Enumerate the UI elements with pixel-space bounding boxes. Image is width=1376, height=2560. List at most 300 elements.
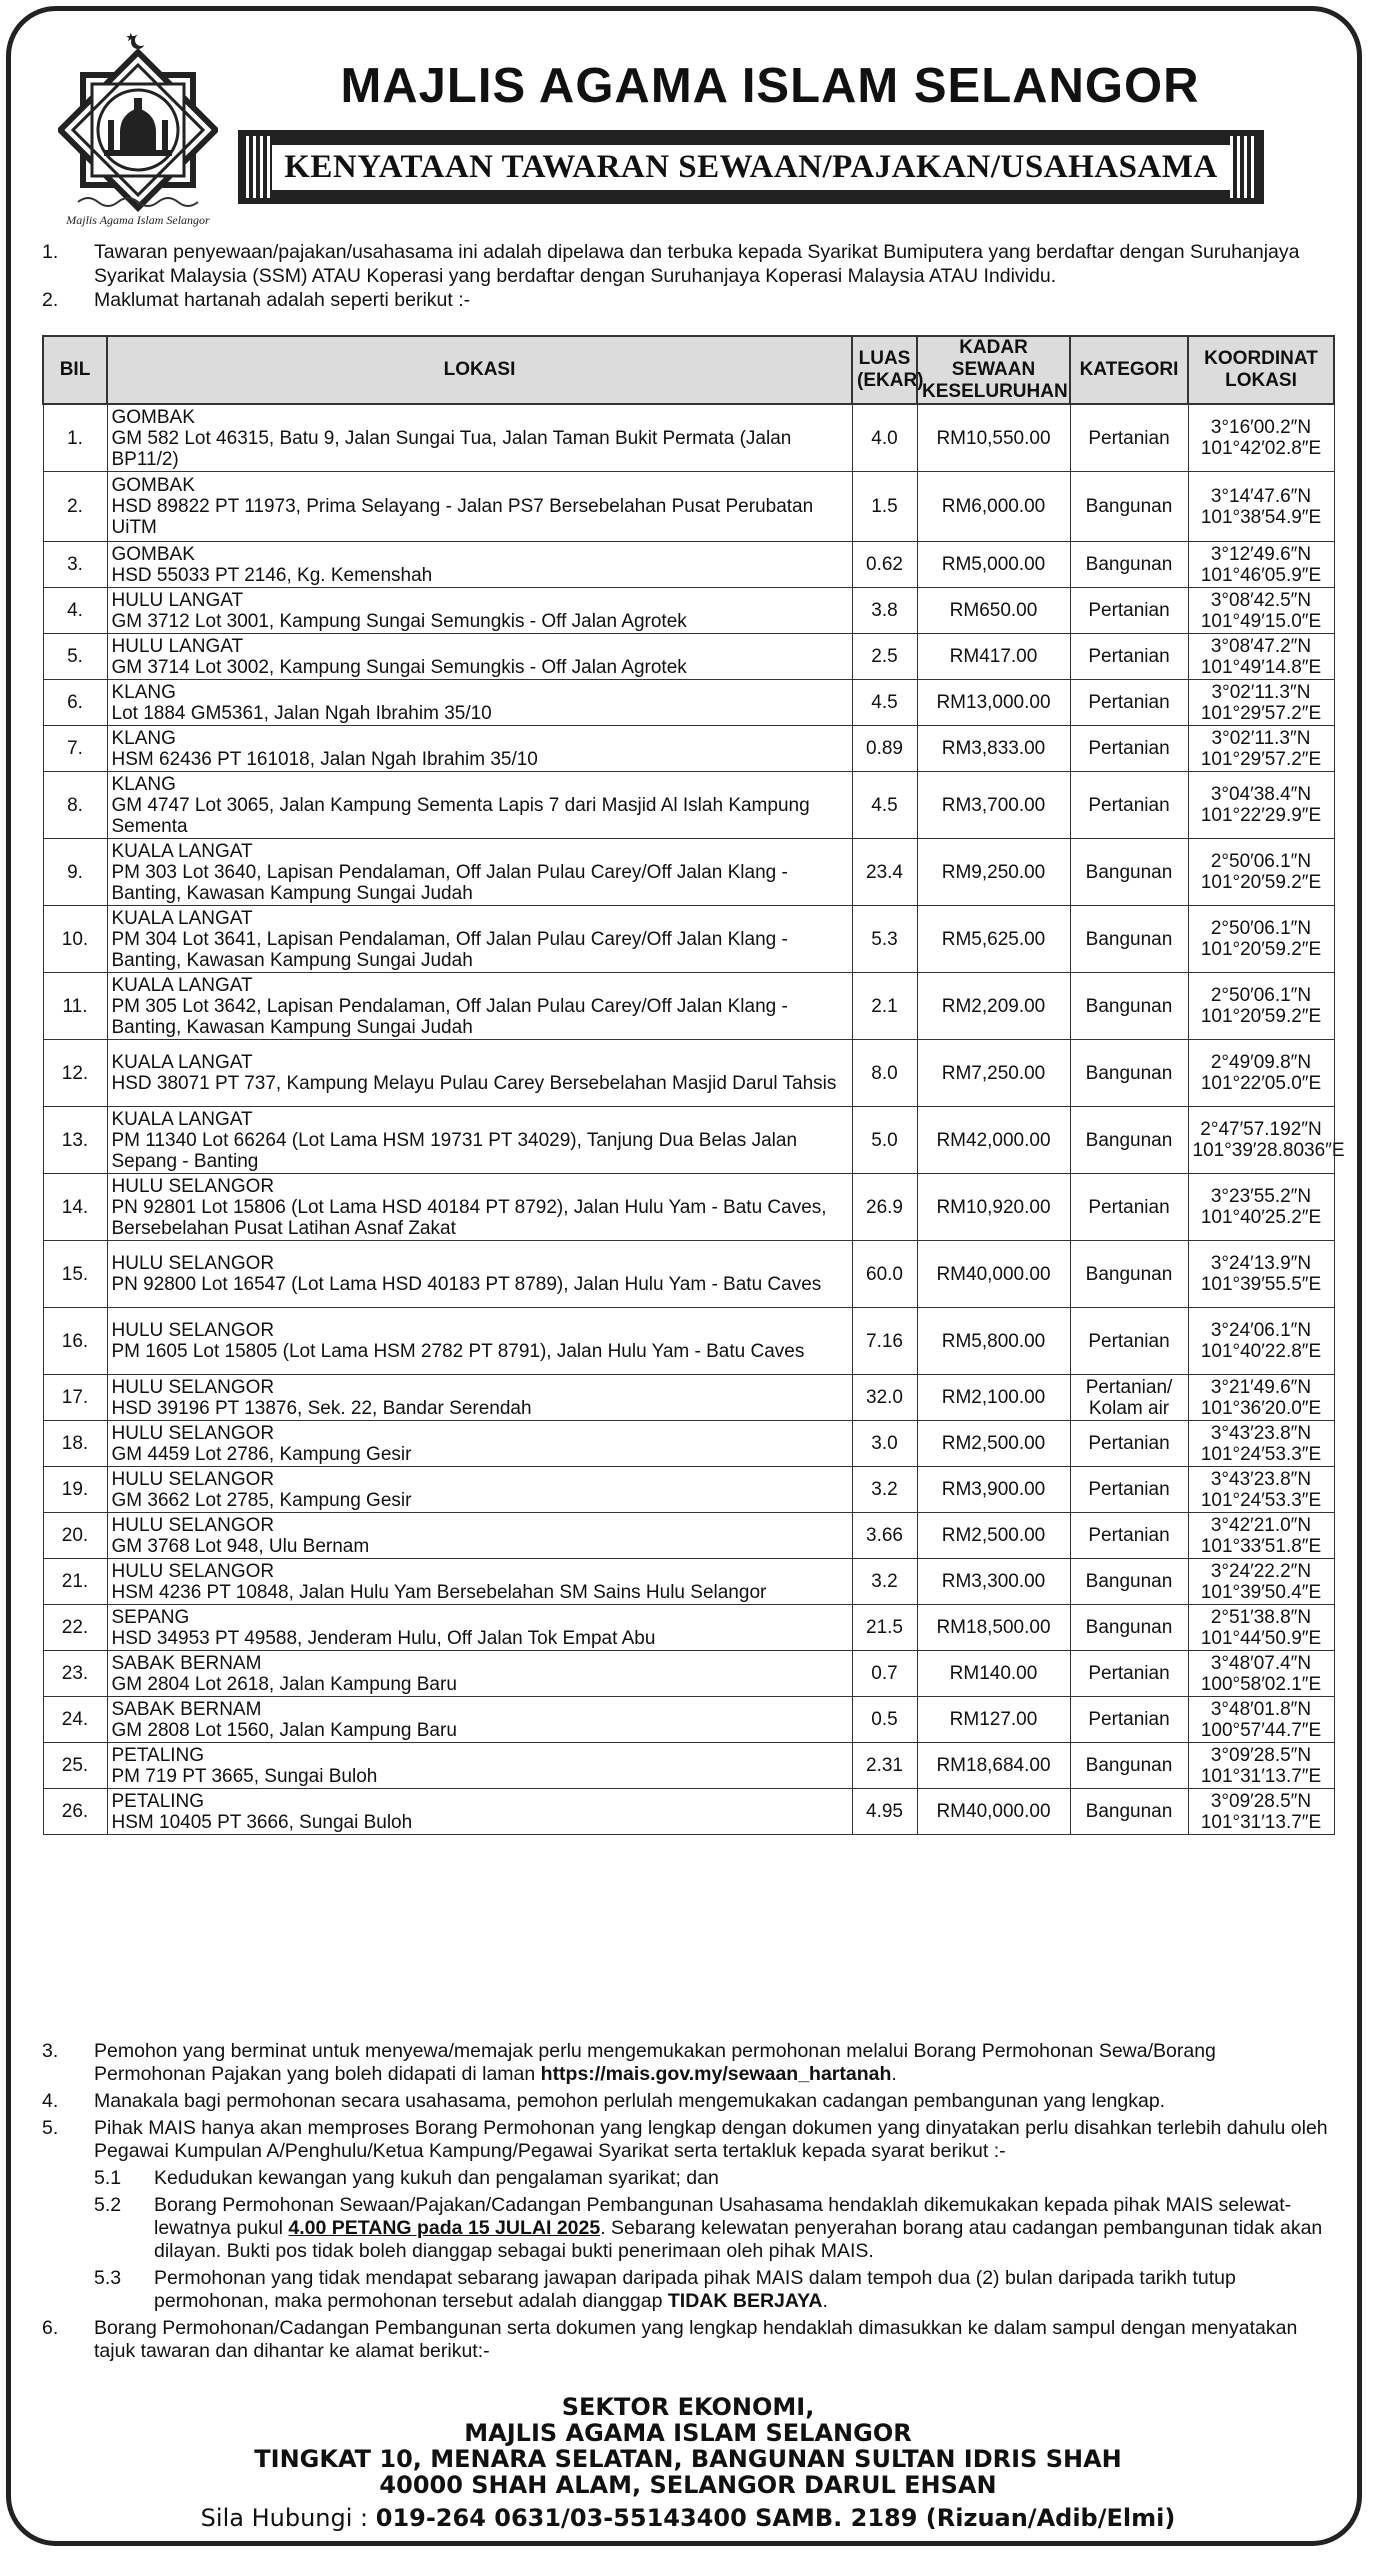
cell-kadar: RM140.00 [917,1651,1070,1697]
cell-latitude: 3°12′49.6″N [1210,543,1312,565]
cell-longitude: 101°39′55.5″E [1200,1274,1322,1295]
cell-luas: 7.16 [852,1308,917,1375]
cell-lokasi [107,1375,852,1421]
cell-latitude: 3°04′38.4″N [1210,784,1312,805]
cell-kategori: Bangunan [1070,839,1188,906]
cell-longitude: 101°24′53.3″E [1200,1489,1322,1511]
cell-kategori: Bangunan [1070,906,1188,973]
cell-lokasi [107,1743,852,1789]
note-number: 4. [42,2090,59,2112]
sub-note-item [94,2267,1332,2313]
cell-district: HULU SELANGOR [111,1422,275,1444]
cell-latitude: 3°09′28.5″N [1210,1744,1312,1766]
cell-kadar: RM3,833.00 [917,726,1070,772]
cell-luas: 4.0 [852,404,917,472]
table-row [43,973,1334,1040]
cell-kategori: Pertanian [1070,404,1188,472]
cell-luas: 21.5 [852,1605,917,1651]
cell-latitude: 3°08′42.5″N [1210,589,1312,611]
cell-kadar: RM42,000.00 [917,1107,1070,1174]
cell-longitude: 101°29′57.2″E [1200,748,1322,770]
cell-kadar: RM3,900.00 [917,1467,1070,1513]
cell-longitude: 101°44′50.9″E [1200,1627,1322,1649]
cell-lokasi [107,588,852,634]
cell-district: HULU SELANGOR [111,1175,275,1197]
cell-luas: 26.9 [852,1174,917,1241]
contact-line [0,2504,1376,2532]
cell-kategori: Bangunan [1070,1743,1188,1789]
cell-koordinat [1188,973,1334,1040]
sub-note-text: Kedudukan kewangan yang kukuh dan pengalaman syarikat; dan [154,2167,719,2189]
cell-district: KUALA LANGAT [111,974,253,996]
table-row [43,1651,1334,1697]
cell-bil: 6. [43,680,107,726]
cell-lot: PM 303 Lot 3640, Lapisan Pendalaman, Off Jalan Pulau Carey/Off Jalan Klang - Banting, Kawasan Kampung Sungai Judah [111,861,788,904]
cell-district: GOMBAK [111,543,195,565]
header-kategori: KATEGORI [1070,336,1188,404]
cell-latitude: 3°02′11.3″N [1211,727,1311,749]
cell-luas: 4.5 [852,772,917,839]
cell-bil: 15. [43,1241,107,1308]
note-text: Pihak MAIS hanya akan memproses Borang Permohonan yang lengkap dengan dokumen yang dinyatakan perlu disahkan terlebih dahulu oleh Pegawai Kumpulan A/Penghulu/Ketua Kampung/Pegawai Syarikat serta tertakluk kepada syarat berikut :- [94,2117,1328,2162]
cell-koordinat [1188,1743,1334,1789]
cell-lokasi [107,680,852,726]
property-table [42,335,1345,1835]
cell-lokasi [107,1174,852,1241]
cell-district: SABAK BERNAM [111,1698,262,1720]
cell-latitude: 2°49′09.8″N [1210,1052,1312,1073]
cell-kategori: Pertanian [1070,1651,1188,1697]
cell-district: KLANG [111,727,176,749]
cell-district: KUALA LANGAT [111,1052,253,1073]
cell-luas: 0.89 [852,726,917,772]
cell-lot: HSD 89822 PT 11973, Prima Selayang - Jalan PS7 Bersebelahan Pusat Perubatan UiTM [111,496,814,538]
cell-latitude: 2°50′06.1″N [1210,918,1312,939]
cell-kategori: Bangunan [1070,1107,1188,1174]
cell-lot: PM 719 PT 3665, Sungai Buloh [111,1765,378,1787]
cell-bil: 18. [43,1421,107,1467]
cell-latitude: 3°23′55.2″N [1210,1186,1312,1207]
cell-luas: 2.31 [852,1743,917,1789]
cell-luas: 4.95 [852,1789,917,1835]
cell-kadar: RM127.00 [917,1697,1070,1743]
table-row [43,906,1334,973]
cell-koordinat [1188,1241,1334,1308]
cell-lokasi [107,634,852,680]
cell-lot: HSD 38071 PT 737, Kampung Melayu Pulau Carey Bersebelahan Masjid Darul Tahsis [111,1073,837,1094]
cell-lot: GM 4459 Lot 2786, Kampung Gesir [111,1443,412,1465]
cell-district: SABAK BERNAM [111,1652,262,1674]
cell-longitude: 101°42′02.8″E [1200,438,1322,459]
note-text: Manakala bagi permohonan secara usahasama, pemohon perlulah mengemukakan cadangan pembangunan yang lengkap. [94,2090,1166,2112]
cell-kadar: RM40,000.00 [917,1241,1070,1308]
cell-kategori: Pertanian [1070,726,1188,772]
cell-kadar: RM9,250.00 [917,839,1070,906]
cell-longitude: 101°24′53.3″E [1200,1443,1322,1465]
cell-longitude: 101°33′51.8″E [1200,1535,1322,1557]
cell-kategori: Pertanian [1070,1308,1188,1375]
sub-note-item [94,2167,1332,2190]
cell-district: PETALING [111,1744,205,1766]
cell-lokasi [107,542,852,588]
cell-latitude: 3°16′00.2″N [1210,417,1312,438]
cell-koordinat [1188,1789,1334,1835]
cell-kategori: Pertanian [1070,634,1188,680]
cell-lokasi [107,1308,852,1375]
cell-longitude: 101°49′14.8″E [1200,656,1322,678]
item-number: 1. [42,241,59,263]
header-kadar: KADAR SEWAAN KESELURUHAN [917,336,1070,404]
cell-koordinat [1188,404,1334,472]
intro-item [42,240,1332,288]
cell-longitude: 101°22′29.9″E [1200,805,1322,826]
contact-numbers: 019-264 0631/03-55143400 SAMB. 2189 (Rizuan/Adib/Elmi) [375,2504,1176,2532]
cell-lot: GM 3768 Lot 948, Ulu Bernam [111,1535,370,1557]
cell-lokasi [107,1559,852,1605]
cell-koordinat [1188,1513,1334,1559]
cell-bil: 2. [43,472,107,542]
table-row [43,472,1334,542]
cell-longitude: 100°57′44.7″E [1200,1719,1322,1741]
note-text: Borang Permohonan/Cadangan Pembangunan serta dokumen yang lengkap hendaklah dimasukkan ke dalam sampul dengan menyatakan tajuk tawaran dan dihantar ke alamat berikut:- [94,2317,1298,2362]
cell-bil: 17. [43,1375,107,1421]
logo-caption: Majlis Agama Islam Selangor [66,213,210,227]
cell-longitude: 101°20′59.2″E [1200,939,1322,960]
cell-lokasi [107,1107,852,1174]
cell-district: HULU SELANGOR [111,1514,275,1536]
cell-kadar: RM10,550.00 [917,404,1070,472]
cell-lot: PM 1605 Lot 15805 (Lot Lama HSM 2782 PT 8791), Jalan Hulu Yam - Batu Caves [111,1341,805,1362]
cell-lokasi [107,839,852,906]
cell-kadar: RM417.00 [917,634,1070,680]
contact-label: Sila Hubungi : [200,2504,376,2532]
header-luas: LUAS (EKAR) [852,336,917,404]
cell-lokasi [107,906,852,973]
cell-latitude: 3°24′06.1″N [1210,1320,1312,1341]
cell-lot: PN 92800 Lot 16547 (Lot Lama HSD 40183 PT 8789), Jalan Hulu Yam - Batu Caves [111,1274,822,1295]
table-row [43,1513,1334,1559]
cell-bil: 24. [43,1697,107,1743]
cell-district: KUALA LANGAT [111,907,253,929]
cell-longitude: 101°31′13.7″E [1200,1765,1322,1787]
cell-latitude: 2°51′38.8″N [1210,1606,1312,1628]
cell-lokasi [107,1605,852,1651]
cell-lokasi [107,1040,852,1107]
table-row [43,1697,1334,1743]
cell-bil: 13. [43,1107,107,1174]
cell-lot: PM 304 Lot 3641, Lapisan Pendalaman, Off Jalan Pulau Carey/Off Jalan Klang - Banting, Kawasan Kampung Sungai Judah [111,928,788,971]
cell-latitude: 3°14′47.6″N [1210,485,1312,507]
note-number: 3. [42,2040,59,2062]
cell-district: HULU SELANGOR [111,1560,275,1582]
table-row [43,1421,1334,1467]
cell-district: SEPANG [111,1606,190,1628]
cell-luas: 0.62 [852,542,917,588]
table-row [43,1605,1334,1651]
cell-koordinat [1188,1308,1334,1375]
cell-kategori: Pertanian [1070,1174,1188,1241]
table-row [43,1241,1334,1308]
cell-bil: 16. [43,1308,107,1375]
cell-lokasi [107,1697,852,1743]
cell-longitude: 100°58′02.1″E [1200,1673,1322,1695]
cell-district: GOMBAK [111,406,195,428]
cell-lokasi [107,1241,852,1308]
cell-luas: 2.1 [852,973,917,1040]
cell-latitude: 2°50′06.1″N [1210,985,1312,1006]
cell-kategori: Pertanian [1070,1513,1188,1559]
cell-district: KUALA LANGAT [111,1108,253,1130]
cell-lot: PN 92801 Lot 15806 (Lot Lama HSD 40184 PT 8792), Jalan Hulu Yam - Batu Caves, Bersebelahan Pusat Latihan Asnaf Zakat [111,1196,827,1239]
cell-lot: GM 3712 Lot 3001, Kampung Sungai Semungkis - Off Jalan Agrotek [111,610,687,632]
cell-luas: 23.4 [852,839,917,906]
item-text: Maklumat hartanah adalah seperti berikut :- [94,289,471,311]
cell-kadar: RM7,250.00 [917,1040,1070,1107]
cell-lokasi [107,726,852,772]
cell-bil: 23. [43,1651,107,1697]
item-number: 2. [42,289,59,311]
cell-koordinat [1188,588,1334,634]
cell-luas: 5.0 [852,1107,917,1174]
intro-item [42,288,1332,312]
table-row [43,1308,1334,1375]
cell-district: KUALA LANGAT [111,840,253,862]
cell-district: HULU LANGAT [111,589,244,611]
cell-kategori: Pertanian [1070,1421,1188,1467]
cell-district: HULU SELANGOR [111,1320,275,1341]
table-row [43,634,1334,680]
cell-koordinat [1188,1467,1334,1513]
cell-koordinat [1188,1174,1334,1241]
cell-lot: PM 11340 Lot 66264 (Lot Lama HSM 19731 PT 34029), Tanjung Dua Belas Jalan Sepang - Banting [111,1129,798,1172]
cell-lot: HSD 39196 PT 13876, Sek. 22, Bandar Serendah [111,1397,532,1419]
cell-district: KLANG [111,681,176,703]
cell-kategori: Pertanian [1070,772,1188,839]
item-text: Tawaran penyewaan/pajakan/usahasama ini adalah dipelawa dan terbuka kepada Syarikat Bumiputera yang berdaftar dengan Suruhanjaya Syarikat Malaysia (SSM) ATAU Koperasi yang berdaftar dengan Suruhanjaya Koperasi Malaysia ATAU Individu. [94,241,1300,287]
cell-lokasi [107,1651,852,1697]
cell-district: GOMBAK [111,475,195,496]
notes-section [42,2040,1332,2367]
cell-kategori: Bangunan [1070,973,1188,1040]
table-row [43,1375,1334,1421]
cell-kadar: RM5,625.00 [917,906,1070,973]
note-item [42,2317,1332,2363]
cell-latitude: 3°08′47.2″N [1210,635,1312,657]
cell-luas: 3.2 [852,1559,917,1605]
cell-luas: 4.5 [852,680,917,726]
cell-bil: 4. [43,588,107,634]
table-row [43,726,1334,772]
table-row [43,1743,1334,1789]
cell-koordinat [1188,1605,1334,1651]
cell-luas: 3.66 [852,1513,917,1559]
cell-koordinat [1188,542,1334,588]
cell-latitude: 3°48′07.4″N [1210,1652,1312,1674]
cell-bil: 25. [43,1743,107,1789]
cell-lokasi [107,472,852,542]
cell-bil: 9. [43,839,107,906]
cell-kadar: RM2,500.00 [917,1421,1070,1467]
cell-lot: PM 305 Lot 3642, Lapisan Pendalaman, Off Jalan Pulau Carey/Off Jalan Klang - Banting, Kawasan Kampung Sungai Judah [111,995,788,1038]
cell-bil: 19. [43,1467,107,1513]
cell-kategori: Bangunan [1070,1559,1188,1605]
cell-lot: HSM 10405 PT 3666, Sungai Buloh [111,1811,413,1833]
table-row [43,1040,1334,1107]
cell-longitude: 101°39′50.4″E [1200,1581,1322,1603]
sub-note-number: 5.3 [94,2267,122,2289]
cell-lot: GM 2808 Lot 1560, Jalan Kampung Baru [111,1719,457,1741]
sub-note-number: 5.2 [94,2194,122,2216]
title-banner [238,130,1264,204]
cell-luas: 0.7 [852,1651,917,1697]
cell-longitude: 101°29′57.2″E [1200,702,1322,724]
cell-kategori: Bangunan [1070,472,1188,542]
unsuccessful-text: TIDAK BERJAYA [667,2290,823,2312]
table-row [43,680,1334,726]
table-header-row [43,336,1334,404]
cell-luas: 0.5 [852,1697,917,1743]
sub-note-item [94,2194,1332,2263]
cell-bil: 5. [43,634,107,680]
cell-lot: Lot 1884 GM5361, Jalan Ngah Ibrahim 35/10 [111,702,492,724]
cell-lokasi [107,973,852,1040]
cell-latitude: 3°24′13.9″N [1210,1253,1312,1274]
cell-latitude: 3°48′01.8″N [1210,1698,1312,1720]
cell-longitude: 101°22′05.0″E [1200,1073,1322,1094]
table-row [43,1174,1334,1241]
cell-bil: 21. [43,1559,107,1605]
table-row [43,1559,1334,1605]
cell-lokasi [107,1467,852,1513]
cell-koordinat [1188,1651,1334,1697]
cell-latitude: 3°43′23.8″N [1210,1422,1312,1444]
note-item [42,2090,1332,2113]
cell-kategori: Bangunan [1070,542,1188,588]
cell-kadar: RM5,000.00 [917,542,1070,588]
note-item [42,2040,1332,2086]
note-number: 6. [42,2317,59,2339]
cell-district: HULU SELANGOR [111,1376,275,1398]
cell-koordinat [1188,680,1334,726]
cell-kategori: Bangunan [1070,1789,1188,1835]
banner-stripes-right [1230,136,1256,198]
note-text: Pemohon yang berminat untuk menyewa/memajak perlu mengemukakan permohonan melalui Borang Permohonan Sewa/Borang Permohonan Pajakan yang boleh didapati di laman https://mais.gov.my/sewaan_hartanah. [94,2040,1216,2085]
address-line: 40000 SHAH ALAM, SELANGOR DARUL EHSAN [379,2471,997,2499]
cell-lot: HSD 55033 PT 2146, Kg. Kemenshah [111,564,433,586]
banner-subtitle: KENYATAAN TAWARAN SEWAAN/PAJAKAN/USAHASAMA [258,145,1243,190]
cell-koordinat [1188,1697,1334,1743]
cell-kategori: Pertanian [1070,680,1188,726]
cell-koordinat [1188,1040,1334,1107]
cell-district: KLANG [111,773,176,795]
cell-kadar: RM10,920.00 [917,1174,1070,1241]
cell-koordinat [1188,1375,1334,1421]
cell-longitude: 101°20′59.2″E [1200,872,1322,893]
cell-kategori: Bangunan [1070,1040,1188,1107]
cell-luas: 3.0 [852,1421,917,1467]
cell-latitude: 2°47′57.192″N [1200,1119,1322,1140]
cell-luas: 3.2 [852,1467,917,1513]
cell-koordinat [1188,634,1334,680]
cell-district: HULU SELANGOR [111,1468,275,1490]
cell-bil: 11. [43,973,107,1040]
address-line: SEKTOR EKONOMI, [561,2393,815,2421]
sub-note-number: 5.1 [94,2167,122,2189]
cell-kadar: RM18,500.00 [917,1605,1070,1651]
cell-district: HULU SELANGOR [111,1253,275,1274]
cell-longitude: 101°38′54.9″E [1200,506,1322,528]
table-row [43,1789,1334,1835]
cell-latitude: 3°21′49.6″N [1210,1376,1312,1398]
cell-lokasi [107,1421,852,1467]
cell-lot: GM 3714 Lot 3002, Kampung Sungai Semungkis - Off Jalan Agrotek [111,656,687,678]
cell-kategori: Bangunan [1070,1241,1188,1308]
cell-luas: 2.5 [852,634,917,680]
cell-kadar: RM18,684.00 [917,1743,1070,1789]
cell-bil: 8. [43,772,107,839]
table-row [43,404,1334,472]
cell-latitude: 3°24′22.2″N [1210,1560,1312,1582]
cell-bil: 10. [43,906,107,973]
cell-koordinat [1188,906,1334,973]
header-bil: BIL [43,336,107,404]
cell-longitude: 101°46′05.9″E [1200,564,1322,586]
cell-kategori: Pertanian [1070,1467,1188,1513]
cell-latitude: 3°02′11.3″N [1211,681,1311,703]
cell-district: PETALING [111,1790,205,1812]
cell-kadar: RM650.00 [917,588,1070,634]
cell-koordinat [1188,1421,1334,1467]
cell-latitude: 3°43′23.8″N [1210,1468,1312,1490]
cell-luas: 32.0 [852,1375,917,1421]
cell-lokasi [107,1789,852,1835]
cell-kategori: Pertanian [1070,1697,1188,1743]
mailing-address [0,2394,1376,2498]
cell-lokasi [107,404,852,472]
header-koordinat: KOORDINAT LOKASI [1188,336,1334,404]
mais-logo [58,30,218,230]
banner-stripes-left [246,136,272,198]
header-lokasi: LOKASI [107,336,852,404]
cell-koordinat [1188,839,1334,906]
cell-longitude: 101°40′25.2″E [1200,1207,1322,1228]
note-number: 5. [42,2117,59,2139]
sub-note-text: Borang Permohonan Sewaan/Pajakan/Cadangan Pembangunan Usahasama hendaklah dikemukakan kepada pihak MAIS selewat-lewatnya pukul 4.00 PETANG pada 15 JULAI 2025. Sebarang kelewatan penyerahan borang atau cadangan pembangunan tidak akan dilayan. Bukti pos tidak boleh dianggap sebagai bukti penerimaan oleh pihak MAIS. [154,2194,1323,2262]
cell-lot: GM 4747 Lot 3065, Jalan Kampung Sementa Lapis 7 dari Masjid Al Islah Kampung Sementa [111,794,810,837]
table-row [43,542,1334,588]
cell-koordinat [1188,1559,1334,1605]
cell-luas: 60.0 [852,1241,917,1308]
deadline-text: 4.00 PETANG pada 15 JULAI 2025 [288,2217,601,2239]
page-title: MAJLIS AGAMA ISLAM SELANGOR [340,59,1200,113]
cell-kadar: RM2,500.00 [917,1513,1070,1559]
cell-lokasi [107,1513,852,1559]
sub-note-text: Permohonan yang tidak mendapat sebarang jawapan daripada pihak MAIS dalam tempoh dua (2) bulan daripada tarikh tutup permohonan, maka permohonan tersebut adalah dianggap TIDAK BERJAYA. [154,2267,1236,2312]
cell-koordinat [1188,1107,1345,1174]
table-row [43,839,1334,906]
application-url-link[interactable]: https://mais.gov.my/sewaan_hartanah [540,2063,892,2085]
cell-koordinat [1188,726,1334,772]
cell-latitude: 2°50′06.1″N [1210,851,1312,872]
cell-bil: 1. [43,404,107,472]
cell-luas: 1.5 [852,472,917,542]
cell-luas: 8.0 [852,1040,917,1107]
cell-bil: 12. [43,1040,107,1107]
cell-lot: HSM 4236 PT 10848, Jalan Hulu Yam Bersebelahan SM Sains Hulu Selangor [111,1581,767,1603]
table-row [43,1467,1334,1513]
cell-bil: 14. [43,1174,107,1241]
cell-kadar: RM2,209.00 [917,973,1070,1040]
